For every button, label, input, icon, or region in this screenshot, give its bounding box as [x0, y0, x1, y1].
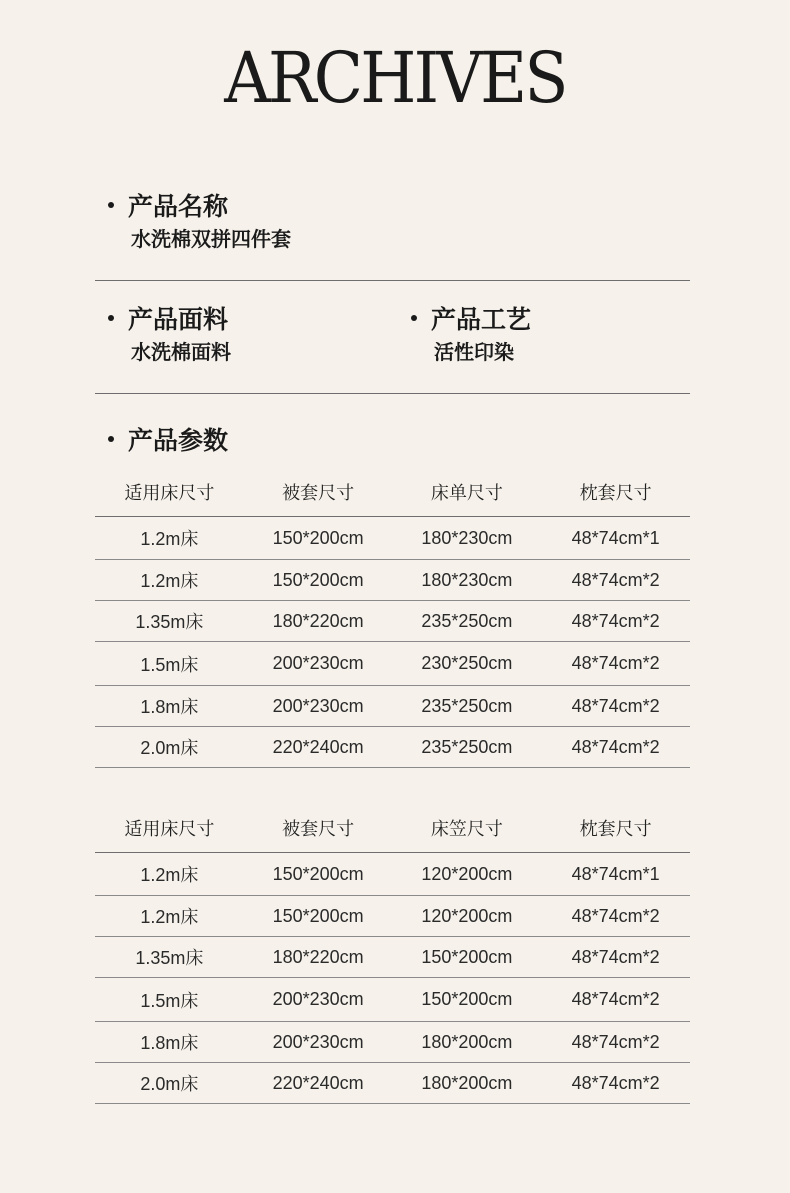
cell-pillowcase-size: 48*74cm*2 [571, 989, 660, 1009]
cell-pillowcase-size: 48*74cm*2 [571, 1072, 660, 1093]
cell-bed-size: 1.2m床 [140, 529, 199, 549]
divider [95, 393, 690, 394]
size-table-sheet [95, 467, 690, 768]
header-sheet-size: 床单尺寸 [430, 482, 503, 504]
cell-sheet-size: 180*230cm [421, 569, 513, 590]
params-block [128, 426, 228, 456]
table-row [95, 853, 690, 896]
cell-pillowcase-size: 48*74cm*2 [571, 905, 660, 926]
cell-fitted-sheet-size: 180*200cm [421, 1031, 513, 1052]
header-bed-size: 适用床尺寸 [124, 818, 215, 840]
bullet-icon [108, 202, 114, 208]
table-row [95, 1063, 690, 1104]
header-pillowcase-size: 枕套尺寸 [579, 818, 652, 840]
cell-pillowcase-size: 48*74cm*2 [571, 946, 660, 967]
table-row [95, 560, 690, 601]
cell-fitted-sheet-size: 120*200cm [421, 863, 513, 884]
cell-bed-size: 1.2m床 [140, 865, 199, 885]
cell-duvet-size: 200*230cm [272, 989, 364, 1009]
cell-sheet-size: 235*250cm [421, 695, 513, 716]
cell-duvet-size: 150*200cm [272, 863, 364, 884]
cell-bed-size: 1.35m床 [135, 612, 204, 632]
bullet-icon [411, 315, 417, 321]
product-name-label: 产品名称 [128, 192, 229, 221]
cell-sheet-size: 235*250cm [421, 736, 513, 757]
cell-duvet-size: 150*200cm [272, 569, 364, 590]
table-row [95, 896, 690, 937]
header-duvet-size: 被套尺寸 [282, 482, 355, 504]
table-row [95, 978, 690, 1022]
cell-pillowcase-size: 48*74cm*2 [571, 653, 660, 673]
cell-pillowcase-size: 48*74cm*2 [571, 736, 660, 757]
fabric-value: 水洗棉面料 [131, 340, 231, 364]
cell-pillowcase-size: 48*74cm*2 [571, 610, 660, 631]
cell-bed-size: 2.0m床 [140, 738, 199, 758]
header-fitted-sheet-size: 床笠尺寸 [430, 818, 503, 840]
cell-pillowcase-size: 48*74cm*2 [571, 1031, 660, 1052]
table-row [95, 1022, 690, 1063]
cell-pillowcase-size: 48*74cm*2 [571, 569, 660, 590]
fabric-label: 产品面料 [128, 305, 229, 334]
cell-bed-size: 1.8m床 [140, 1033, 199, 1053]
cell-duvet-size: 220*240cm [272, 736, 364, 757]
cell-bed-size: 2.0m床 [140, 1074, 199, 1094]
size-table-fitted [95, 803, 690, 1104]
craft-label: 产品工艺 [431, 305, 532, 334]
table-row [95, 727, 690, 768]
cell-bed-size: 1.8m床 [140, 697, 199, 717]
craft-value: 活性印染 [434, 340, 514, 364]
header-pillowcase-size: 枕套尺寸 [579, 482, 652, 504]
table-header [95, 803, 690, 853]
cell-duvet-size: 180*220cm [272, 610, 364, 631]
table-row [95, 937, 690, 978]
cell-bed-size: 1.5m床 [140, 990, 199, 1011]
cell-bed-size: 1.2m床 [140, 571, 199, 591]
cell-fitted-sheet-size: 150*200cm [421, 989, 513, 1009]
cell-sheet-size: 180*230cm [421, 527, 513, 548]
header-duvet-size: 被套尺寸 [282, 818, 355, 840]
craft-block [431, 305, 531, 365]
cell-duvet-size: 220*240cm [272, 1072, 364, 1093]
cell-sheet-size: 235*250cm [421, 610, 513, 631]
params-label: 产品参数 [128, 426, 229, 455]
bullet-icon [108, 436, 114, 442]
cell-fitted-sheet-size: 180*200cm [421, 1072, 513, 1093]
table-row [95, 517, 690, 560]
cell-fitted-sheet-size: 150*200cm [421, 946, 513, 967]
cell-bed-size: 1.5m床 [140, 654, 199, 675]
product-name-value: 水洗棉双拼四件套 [131, 227, 291, 251]
table-row [95, 686, 690, 727]
fabric-block [128, 305, 231, 365]
divider [95, 280, 690, 281]
table-row [95, 601, 690, 642]
cell-pillowcase-size: 48*74cm*1 [571, 863, 660, 884]
header-bed-size: 适用床尺寸 [124, 482, 215, 504]
cell-bed-size: 1.35m床 [135, 948, 204, 968]
cell-duvet-size: 180*220cm [272, 946, 364, 967]
table-row [95, 642, 690, 686]
cell-bed-size: 1.2m床 [140, 907, 199, 927]
table-header [95, 467, 690, 517]
cell-duvet-size: 200*230cm [272, 653, 364, 673]
cell-sheet-size: 230*250cm [421, 653, 513, 673]
bullet-icon [108, 315, 114, 321]
cell-duvet-size: 200*230cm [272, 1031, 364, 1052]
cell-duvet-size: 200*230cm [272, 695, 364, 716]
cell-pillowcase-size: 48*74cm*2 [571, 695, 660, 716]
cell-pillowcase-size: 48*74cm*1 [571, 527, 660, 548]
page-title: ARCHIVES [224, 37, 566, 119]
cell-duvet-size: 150*200cm [272, 905, 364, 926]
cell-fitted-sheet-size: 120*200cm [421, 905, 513, 926]
cell-duvet-size: 150*200cm [272, 527, 364, 548]
product-name-block [128, 192, 291, 252]
